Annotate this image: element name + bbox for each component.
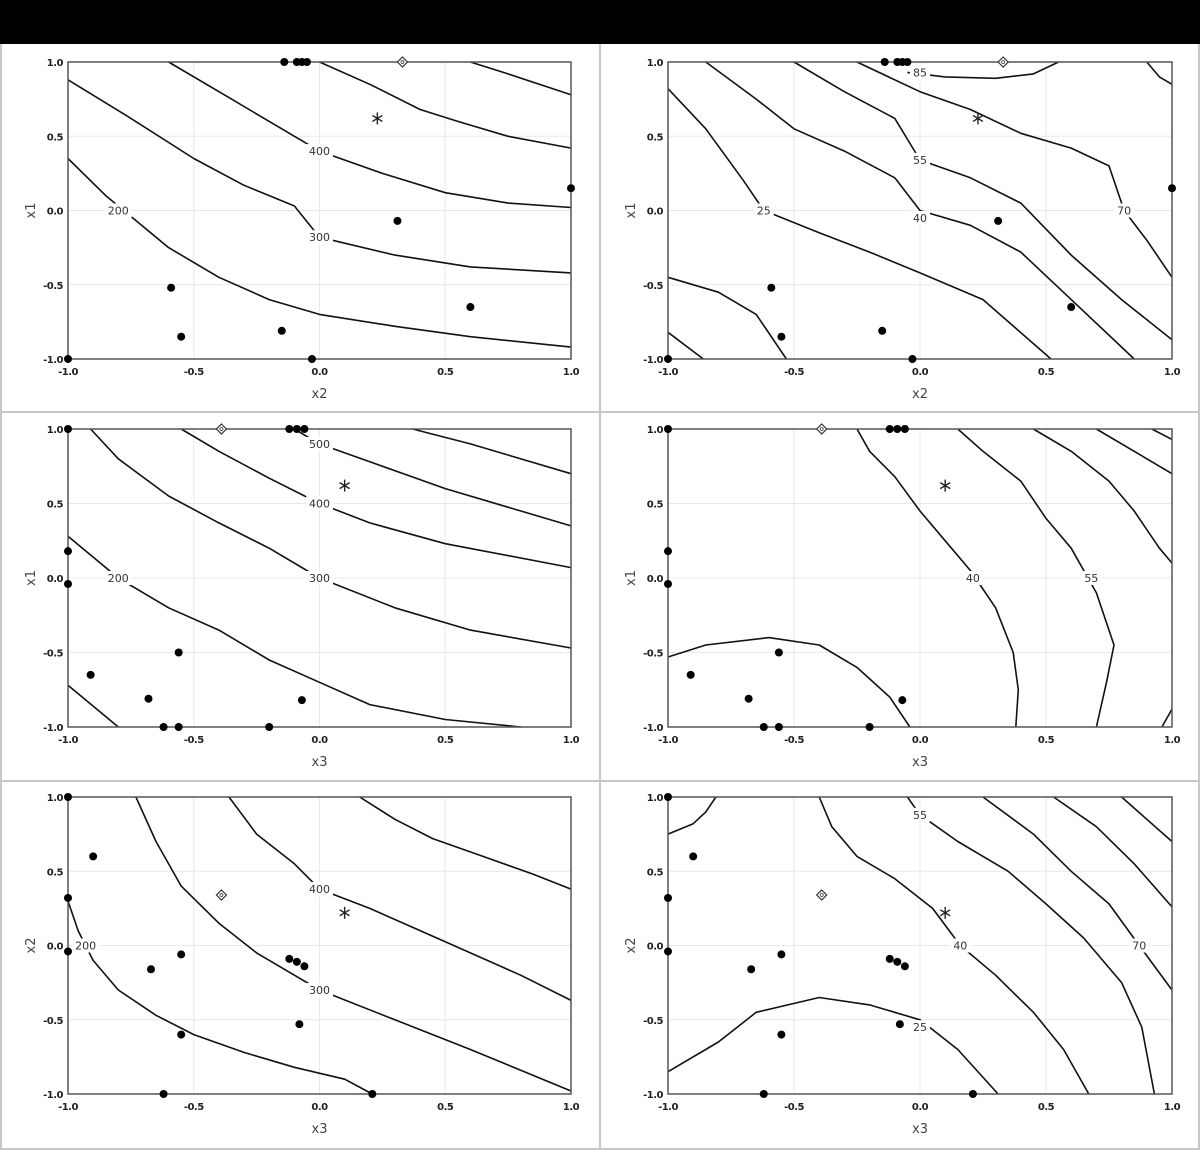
center-point-marker [397, 57, 407, 67]
contour-label: 300 [309, 231, 330, 245]
x-tick-label: -0.5 [183, 1102, 204, 1113]
contour-label: 55 [1084, 572, 1099, 585]
contour-line [907, 62, 1058, 78]
x-tick-label: -0.5 [784, 735, 804, 746]
contour-line [668, 89, 1051, 359]
data-point [747, 965, 755, 973]
data-point [160, 723, 168, 731]
contour-line [229, 797, 571, 1000]
x-tick-label: 1.0 [562, 367, 580, 378]
y-axis-label: x1 [624, 202, 639, 219]
data-point [898, 696, 906, 704]
x-tick-label: 0.5 [437, 1102, 454, 1113]
data-point [893, 425, 901, 433]
contour-line [1152, 429, 1172, 439]
contour-line [1033, 429, 1172, 563]
contour-line [668, 638, 910, 727]
y-tick-label: -0.5 [43, 1015, 63, 1027]
contour-plot-x2-x1-response_2 [624, 57, 1181, 402]
data-point [908, 355, 916, 363]
diamond-icon [397, 57, 407, 67]
x-tick-label: 0.5 [437, 367, 454, 378]
contour-label: 200 [107, 204, 129, 218]
data-point [893, 958, 901, 966]
data-point [175, 723, 183, 731]
x-tick-label: -1.0 [658, 735, 678, 746]
data-point [687, 671, 695, 679]
y-tick-label: 0.5 [46, 867, 63, 879]
y-tick-label: -1.0 [43, 355, 63, 366]
contour-label: 85 [913, 66, 927, 80]
data-point [466, 303, 474, 311]
contour-label: 300 [309, 572, 330, 585]
data-point [308, 355, 316, 363]
x-tick-label: 1.0 [1163, 367, 1181, 378]
center-point-marker [817, 424, 827, 434]
contour-line [1096, 429, 1172, 474]
data-point [664, 547, 672, 555]
x-axis-label: x3 [311, 755, 328, 770]
data-point [64, 580, 72, 588]
data-point [664, 947, 672, 955]
contour-line [1122, 797, 1172, 842]
x-tick-label: 0.5 [1037, 1102, 1055, 1113]
contour-line [413, 429, 571, 474]
y-tick-label: 1.0 [646, 58, 663, 69]
contour-label: 200 [107, 572, 129, 585]
contour-line [68, 685, 118, 727]
y-axis-label: x1 [24, 570, 39, 586]
contour-label: 25 [756, 204, 771, 218]
y-tick-label: -0.5 [43, 280, 63, 292]
x-tick-label: -1.0 [658, 367, 678, 378]
contour-label: 400 [309, 883, 330, 897]
data-point [886, 425, 894, 433]
data-point [775, 723, 783, 731]
data-point [64, 947, 72, 955]
y-tick-label: -1.0 [643, 355, 663, 366]
data-point [265, 723, 273, 731]
data-point [664, 425, 672, 433]
contour-line [668, 797, 716, 834]
contour-label: 70 [1132, 939, 1147, 953]
data-point [89, 852, 97, 860]
data-point [368, 1090, 376, 1098]
contour-line [68, 901, 372, 1094]
diamond-icon [216, 890, 226, 900]
x-tick-label: -0.5 [183, 735, 204, 746]
y-tick-label: 0.0 [46, 941, 63, 953]
contour-plot-x3-x1-response_2 [624, 424, 1181, 770]
x-tick-label: 1.0 [562, 1102, 580, 1113]
data-point [160, 1090, 168, 1098]
data-point [300, 425, 308, 433]
data-point [777, 333, 785, 341]
data-point [285, 425, 293, 433]
contour-label: 40 [953, 939, 968, 953]
y-axis-label: x2 [624, 937, 639, 954]
y-tick-label: -0.5 [643, 1015, 663, 1027]
x-axis-label: x2 [912, 387, 928, 402]
x-tick-label: 1.0 [1163, 1102, 1181, 1113]
data-point [878, 327, 886, 335]
y-tick-label: 1.0 [646, 793, 663, 804]
y-tick-label: 0.0 [646, 941, 663, 953]
data-point [87, 671, 95, 679]
x-tick-label: -0.5 [784, 1102, 804, 1113]
data-point [177, 1031, 185, 1039]
data-point [285, 955, 293, 963]
contour-label: 55 [913, 808, 927, 822]
optimum-marker [940, 480, 950, 492]
x-tick-label: 0.5 [437, 735, 454, 746]
x-tick-label: 1.0 [562, 735, 580, 746]
data-point [64, 355, 72, 363]
diamond-icon [817, 424, 827, 434]
data-point [767, 284, 775, 292]
diamond-icon [216, 424, 226, 434]
data-point [64, 425, 72, 433]
data-point [175, 649, 183, 657]
optimum-marker [340, 480, 350, 492]
y-tick-label: 0.5 [46, 132, 63, 144]
optimum-marker [372, 112, 382, 124]
data-point [300, 962, 308, 970]
data-point [760, 723, 768, 731]
x-tick-label: 0.0 [911, 1102, 929, 1113]
contour-line [181, 429, 571, 568]
data-point [664, 793, 672, 801]
data-point [295, 1020, 303, 1028]
y-tick-label: -0.5 [643, 648, 663, 660]
contour-line [1147, 62, 1172, 84]
x-axis-label: x2 [311, 387, 328, 402]
data-point [147, 965, 155, 973]
data-point [901, 425, 909, 433]
y-tick-label: 0.0 [46, 574, 63, 585]
y-tick-label: -0.5 [43, 648, 63, 660]
contour-label: 400 [309, 497, 330, 511]
contour-line [983, 797, 1172, 990]
contour-label: 400 [309, 145, 330, 159]
contour-label: 300 [309, 984, 330, 998]
data-point [664, 580, 672, 588]
y-tick-label: 0.5 [646, 132, 663, 144]
data-point [1168, 184, 1176, 192]
contour-label: 40 [913, 211, 927, 225]
y-tick-label: -1.0 [43, 1090, 63, 1101]
data-point [903, 58, 911, 66]
contour-line [68, 536, 521, 727]
y-tick-label: -1.0 [643, 723, 663, 734]
data-point [760, 1090, 768, 1098]
data-point [393, 217, 401, 225]
y-tick-label: 0.0 [646, 206, 663, 218]
data-point [177, 950, 185, 958]
data-point [303, 58, 311, 66]
contour-plot-x2-x1-response_1 [24, 57, 580, 402]
diamond-icon [817, 890, 827, 900]
contour-line [136, 797, 571, 1091]
contour-plot-x3-x1-response_1 [24, 424, 580, 770]
x-tick-label: 1.0 [1163, 735, 1181, 746]
y-tick-label: 1.0 [46, 58, 63, 69]
contour-line [360, 797, 571, 889]
data-point [881, 58, 889, 66]
x-tick-label: -1.0 [58, 367, 78, 378]
x-tick-label: 0.0 [311, 735, 328, 746]
data-point [664, 355, 672, 363]
y-tick-label: 1.0 [46, 793, 63, 804]
contour-line [1162, 709, 1172, 727]
optimum-marker [340, 907, 350, 919]
data-point [177, 333, 185, 341]
data-point [64, 894, 72, 902]
center-point-marker [216, 890, 226, 900]
y-tick-label: 0.5 [646, 499, 663, 511]
x-tick-label: 0.0 [911, 735, 929, 746]
data-point [777, 1031, 785, 1039]
contour-line [91, 429, 571, 648]
x-tick-label: -1.0 [58, 735, 78, 746]
data-point [775, 649, 783, 657]
contour-label: 500 [309, 437, 330, 451]
contour-label: 40 [965, 572, 980, 585]
data-point [745, 695, 753, 703]
data-point [64, 547, 72, 555]
data-point [278, 327, 286, 335]
contour-line [794, 62, 1172, 340]
y-tick-label: 0.5 [646, 867, 663, 879]
contour-line [668, 998, 998, 1095]
contour-label: 70 [1117, 204, 1132, 218]
y-tick-label: 0.5 [46, 499, 63, 511]
contour-line [294, 429, 571, 526]
contour-plot-x3-x2-response_1 [24, 793, 580, 1137]
y-axis-label: x2 [24, 937, 39, 954]
x-tick-label: 0.5 [1037, 735, 1055, 746]
data-point [64, 793, 72, 801]
x-tick-label: -0.5 [183, 367, 204, 378]
data-point [567, 184, 575, 192]
x-tick-label: -0.5 [784, 367, 804, 378]
x-tick-label: 0.5 [1037, 367, 1055, 378]
x-tick-label: -1.0 [658, 1102, 678, 1113]
x-tick-label: -1.0 [58, 1102, 78, 1113]
data-point [969, 1090, 977, 1098]
y-tick-label: 1.0 [646, 425, 663, 436]
data-point [298, 696, 306, 704]
center-point-marker [998, 57, 1008, 67]
data-point [280, 58, 288, 66]
data-point [896, 1020, 904, 1028]
contour-label: 25 [913, 1021, 927, 1035]
contour-plot-x3-x2-response_2 [624, 793, 1181, 1137]
data-point [901, 962, 909, 970]
data-point [866, 723, 874, 731]
contour-line [857, 62, 1172, 277]
contour-line [1054, 797, 1172, 907]
y-tick-label: -1.0 [643, 1090, 663, 1101]
x-tick-label: 0.0 [311, 367, 328, 378]
contour-label: 55 [913, 154, 927, 168]
data-point [144, 695, 152, 703]
x-axis-label: x3 [311, 1122, 328, 1137]
data-point [293, 958, 301, 966]
data-point [664, 894, 672, 902]
y-tick-label: 0.0 [646, 574, 663, 585]
contour-label: 200 [75, 939, 97, 953]
x-tick-label: 0.0 [911, 367, 929, 378]
y-axis-label: x1 [624, 570, 639, 586]
y-tick-label: -1.0 [43, 723, 63, 734]
diamond-icon [998, 57, 1008, 67]
data-point [167, 284, 175, 292]
y-tick-label: -0.5 [643, 280, 663, 292]
center-point-marker [216, 424, 226, 434]
data-point [293, 425, 301, 433]
y-tick-label: 1.0 [46, 425, 63, 436]
data-point [994, 217, 1002, 225]
x-tick-label: 0.0 [311, 1102, 328, 1113]
data-point [689, 852, 697, 860]
contour-line [668, 332, 703, 359]
y-axis-label: x1 [24, 202, 39, 219]
center-point-marker [817, 890, 827, 900]
data-point [1067, 303, 1075, 311]
panel-borders [0, 44, 1200, 1150]
contour-line [470, 62, 571, 95]
x-axis-label: x3 [912, 1122, 928, 1137]
optimum-marker [940, 907, 950, 919]
data-point [777, 950, 785, 958]
y-tick-label: 0.0 [46, 206, 63, 218]
data-point [886, 955, 894, 963]
x-axis-label: x3 [912, 755, 928, 770]
